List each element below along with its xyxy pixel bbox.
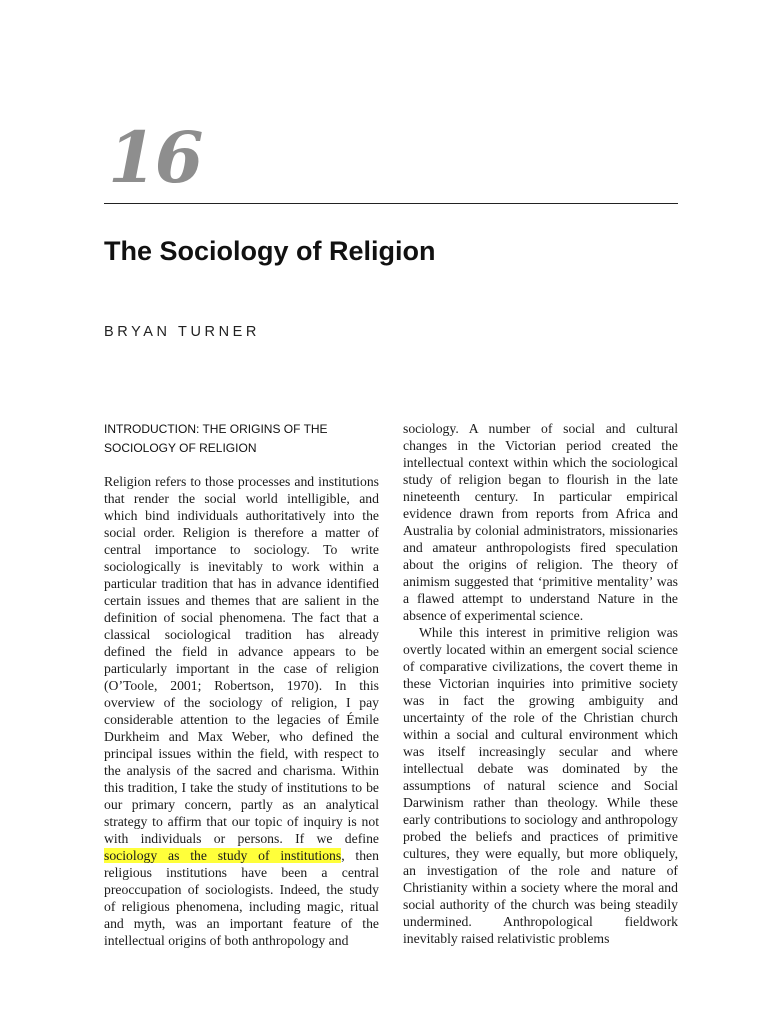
body-paragraph: While this interest in primitive religion was overtly located within an emergent social science of comparative civilizations, the covert theme in these Victorian inquiries into primitive society was in fact the growing ambiguity and uncertainty of the role of the Christian church within a social and cultural environment which was itself increasingly secular and where intellectual debate was dominated by the assumptions of natural science and Social Darwinism rather than theology. While these early contributions to sociology and anthropology probed the beliefs and practices of primitive cultures, they were equally, but more obliquely, an investigation of the role and nature of Christianity within a society where the moral and social authority of the church was being steadily undermined. Anthropological fieldwork inevitably raised relativistic problems [403,625,678,946]
chapter-author: BRYAN TURNER [104,324,260,340]
chapter-number: 16 [108,116,202,199]
paragraph-text: , then religious institutions have been a central preoccupation of sociologists. Indeed, the study of religious phenomena, including magic, ritual and myth, was an important feature of the intellectual origins of both anthropology and [104,848,379,948]
highlighted-text[interactable]: sociology as the study of institutions [104,848,342,863]
section-heading: INTRODUCTION: THE ORIGINS OF THE SOCIOLOGY OF RELIGION [104,422,328,455]
right-column [403,420,678,947]
paragraph-text: Religion refers to those processes and institutions that render the social world intelligible, and which bind individuals authoritatively into the social order. Religion is therefore a matter of central importance to sociology. To write sociologically is inevitably to work within a particular tradition that has in advance identified certain issues and themes that are salient in the definition of social phenomena. The fact that a classical sociological tradition has already defined the field in advance appears to be particularly important in the case of religion (O’Toole, 2001; Robertson, 1970). In this overview of the sociology of religion, I pay considerable attention to the legacies of Émile Durkheim and Max Weber, who defined the principal issues within the field, with respect to the analysis of the sacred and charisma. Within this tradition, I take the study of institutions to be our primary concern, partly as an analytical strategy to affirm that our topic of inquiry is not with individuals or persons. If we define [104,474,379,846]
left-column [104,420,379,949]
title-divider [104,203,678,204]
body-paragraph: sociology. A number of social and cultural changes in the Victorian period created the intellectual context within which the sociological study of religion began to flourish in the late nineteenth century. In particular empirical evidence drawn from reports from Africa and Australia by colonial administrators, missionaries and amateur anthropologists fired speculation about the origins of religion. The theory of animism suggested that ‘primitive mentality’ was a flawed attempt to understand Nature in the absence of experimental science. [403,421,678,623]
chapter-title: The Sociology of Religion [104,236,436,266]
body-paragraph [104,473,379,949]
